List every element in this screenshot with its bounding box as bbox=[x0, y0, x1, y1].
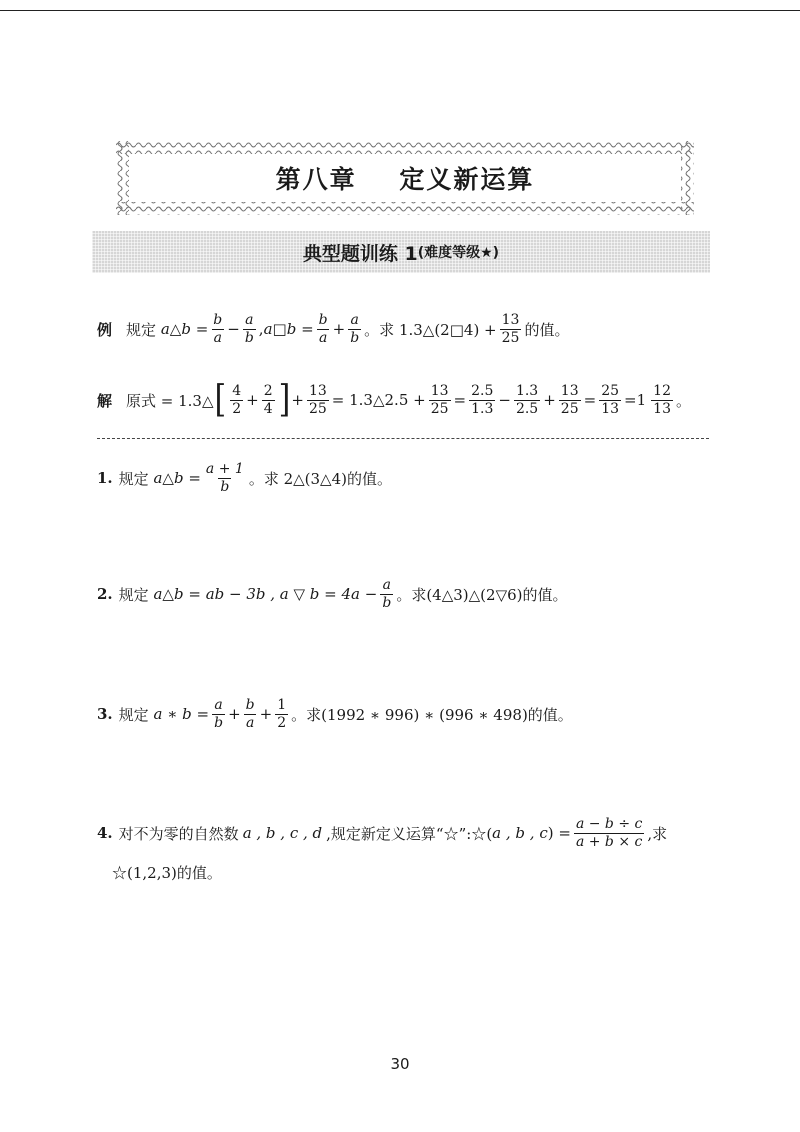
left-bracket: [ bbox=[214, 377, 227, 422]
question-text: ) = bbox=[547, 824, 571, 843]
fraction: $\frac{13}{25}$ bbox=[501, 312, 520, 346]
page-number: 30 bbox=[390, 1055, 410, 1073]
question-text: 。求(4△3)△(2▽6)的值。 bbox=[396, 585, 568, 604]
solution-start: 原式 = 1.3△ bbox=[126, 391, 214, 410]
question-number: 2. bbox=[97, 585, 113, 604]
section-title: 典型题训练 1 bbox=[302, 242, 418, 265]
question-text: ☆(1,2,3)的值。 bbox=[112, 864, 222, 882]
solution-line: 解 原式 = 1.3△ [ $\frac{4}{2}$ + $\frac{2}{4}$ ] + $\frac{13}{25}$ = 1.3△2.5 + $\frac{13}{25}$ = $\frac{2.5}{1.3}$ − $\frac{1.3}{2.5}$ + $\frac{13}{25}$ = $\frac{25}{13}$ = 1 $\frac{12}{13}$ 。 bbox=[97, 377, 691, 422]
example-tail: 的值。 bbox=[524, 320, 570, 339]
question-text: 规定 bbox=[118, 705, 149, 724]
question-vars: a , b , c , d bbox=[242, 824, 323, 843]
fraction: $\frac{13}{25}$ bbox=[308, 383, 327, 417]
question-number: 4. bbox=[97, 824, 113, 843]
fraction: $\frac{2}{4}$ bbox=[263, 383, 273, 417]
question-args: a , b , c bbox=[492, 824, 548, 843]
chapter-title: 第八章 定义新运算 bbox=[275, 165, 535, 194]
question-text: ,规定新定义运算“☆”:☆( bbox=[326, 824, 493, 843]
question-text: ,求 bbox=[647, 824, 668, 843]
right-bracket: ] bbox=[278, 377, 291, 422]
question-text: 规定 bbox=[118, 469, 149, 488]
solution-end: 。 bbox=[675, 391, 691, 410]
question-number: 1. bbox=[97, 469, 113, 488]
example-line: 例 规定 a△b = $\frac{b}{a}$ − $\frac{a}{b}$ , a□b = $\frac{b}{a}$ + $\frac{a}{b}$ 。求 1.3△(2□4) + $\frac{13}{25}$ 的值。 bbox=[97, 312, 570, 346]
mixed-whole: 1 bbox=[636, 391, 647, 410]
question-text: 对不为零的自然数 bbox=[118, 824, 239, 843]
fraction: $\frac{b}{a}$ bbox=[245, 697, 255, 731]
fraction: $\frac{a}{b}$ bbox=[244, 312, 254, 346]
difficulty-label: (难度等级★) bbox=[417, 245, 500, 261]
question-number: 3. bbox=[97, 705, 113, 724]
question-4-line2 bbox=[112, 862, 222, 883]
fraction: $\frac{a}{b}$ bbox=[350, 312, 360, 346]
example-label: 例 bbox=[97, 320, 113, 339]
fraction: $\frac{b}{a}$ bbox=[213, 312, 223, 346]
solution-step2: = 1.3△2.5 + bbox=[331, 391, 426, 410]
fraction: $\frac{a}{b}$ bbox=[382, 577, 392, 611]
chapter-banner bbox=[116, 141, 694, 215]
fraction: $\frac{b}{a}$ bbox=[318, 312, 328, 346]
question-1: 1. 规定 a△b = $\frac{a + 1}{b}$ 。求 2△(3△4)的值。 bbox=[97, 461, 392, 495]
fraction: $\frac{2.5}{1.3}$ bbox=[471, 383, 494, 417]
fraction: $\frac{a - b \div c}{a + b \times c}$ bbox=[575, 816, 643, 850]
question-2: 2. 规定 a△b = ab − 3b , a ▽ b = 4a − $\frac{a}{b}$ 。求(4△3)△(2▽6)的值。 bbox=[97, 577, 568, 611]
example-define-word: 规定 bbox=[126, 320, 157, 339]
question-3: 3. 规定 a ∗ b = $\frac{a}{b}$ + $\frac{b}{a}$ + $\frac{1}{2}$ 。求(1992 ∗ 996) ∗ (996 ∗ 498)的值。 bbox=[97, 697, 573, 731]
question-formula: = ab − 3b , a ▽ b = 4a − bbox=[188, 585, 378, 604]
fraction: $\frac{1}{2}$ bbox=[277, 697, 287, 731]
fraction: $\frac{12}{13}$ bbox=[653, 383, 671, 417]
example-sep: , bbox=[258, 320, 264, 339]
example-op1: a△b = bbox=[160, 320, 209, 339]
fraction: $\frac{13}{25}$ bbox=[430, 383, 449, 417]
top-rule bbox=[0, 10, 800, 11]
fraction: $\frac{13}{25}$ bbox=[560, 383, 579, 417]
question-text: 。求(1992 ∗ 996) ∗ (996 ∗ 498)的值。 bbox=[291, 705, 573, 724]
fraction: $\frac{4}{2}$ bbox=[232, 383, 242, 417]
question-text: 规定 bbox=[118, 585, 149, 604]
fraction: $\frac{1.3}{2.5}$ bbox=[515, 383, 539, 417]
example-op2: a□b = bbox=[263, 320, 314, 339]
question-4 bbox=[97, 817, 667, 849]
fraction: $\frac{25}{13}$ bbox=[601, 383, 620, 417]
question-text: 。求 2△(3△4)的值。 bbox=[248, 469, 392, 488]
fraction: $\frac{a}{b}$ bbox=[214, 697, 224, 731]
fraction: $\frac{a + 1}{b}$ bbox=[205, 461, 244, 495]
section-header bbox=[92, 231, 710, 273]
dashed-divider bbox=[97, 438, 709, 439]
example-question: 。求 1.3△(2□4) + bbox=[364, 320, 497, 339]
solution-label: 解 bbox=[97, 391, 113, 410]
